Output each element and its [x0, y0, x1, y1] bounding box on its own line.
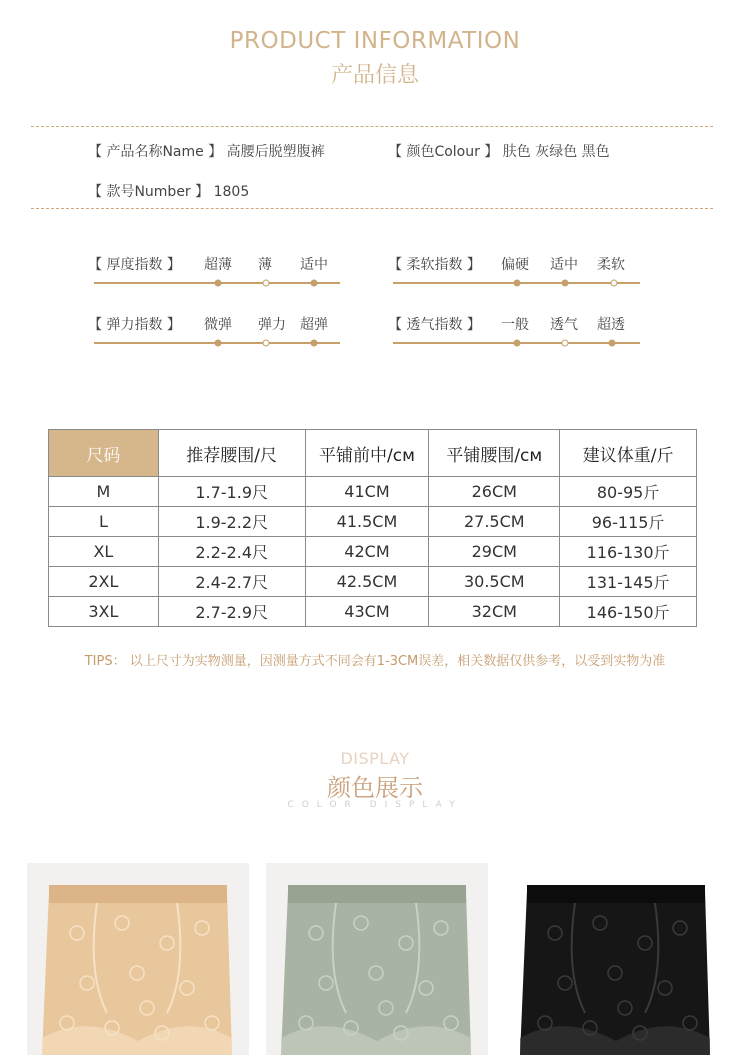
table-cell: 2.4-2.7尺: [158, 567, 305, 597]
product-number-value: 1805: [213, 184, 250, 200]
table-cell: 96-115斤: [560, 507, 697, 537]
softness-scale-dot: [562, 280, 569, 287]
table-cell: 131-145斤: [560, 567, 697, 597]
product-photo-black: [505, 863, 727, 1055]
table-cell: 3XL: [49, 597, 159, 627]
table-cell: 41CM: [305, 477, 429, 507]
product-color-value: 肤色 灰绿色 黑色: [502, 144, 610, 160]
table-cell: 42CM: [305, 537, 429, 567]
display-title-en: DISPLAY: [340, 749, 410, 768]
divider-top: [31, 126, 713, 127]
table-header-cell: 建议体重/斤: [560, 430, 697, 477]
breathability-scale-dot: [609, 340, 616, 347]
breathability-option: 一般: [501, 317, 529, 333]
elasticity-scale-dot: [311, 340, 318, 347]
table-cell: 26CM: [429, 477, 560, 507]
table-cell: XL: [49, 537, 159, 567]
product-name-label: 【 产品名称Name 】: [88, 144, 223, 160]
display-subtitle: COLOR DISPLAY: [287, 800, 463, 810]
elasticity-option: 弹力: [258, 317, 286, 333]
elasticity-scale-dot: [215, 340, 222, 347]
thickness-scale-dot: [263, 280, 270, 287]
table-row: [49, 567, 697, 597]
table-row: [49, 537, 697, 567]
table-cell: 30.5CM: [429, 567, 560, 597]
table-cell: 42.5CM: [305, 567, 429, 597]
size-table-header-row: [49, 430, 697, 477]
elasticity-index-label: 【 弹力指数 】: [88, 317, 181, 333]
table-cell: 1.7-1.9尺: [158, 477, 305, 507]
breathability-index-label: 【 透气指数 】: [388, 317, 481, 333]
product-color-label: 【 颜色Colour 】: [388, 144, 499, 160]
table-cell: 2XL: [49, 567, 159, 597]
garment-waistband: [288, 885, 466, 903]
table-row: [49, 597, 697, 627]
table-cell: 41.5CM: [305, 507, 429, 537]
table-cell: 27.5CM: [429, 507, 560, 537]
product-number-row: [88, 181, 249, 201]
display-title-cn: 颜色展示: [327, 774, 423, 802]
product-name-row: [88, 141, 325, 161]
garment-waistband: [527, 885, 705, 903]
thickness-scale-dot: [311, 280, 318, 287]
softness-option: 适中: [550, 257, 578, 273]
table-cell: 1.9-2.2尺: [158, 507, 305, 537]
table-header-cell: 尺码: [49, 430, 159, 477]
table-header-cell: 平铺前中/cм: [305, 430, 429, 477]
elasticity-option: 超弹: [300, 317, 328, 333]
table-cell: 43CM: [305, 597, 429, 627]
product-photo-grey-green: [266, 863, 488, 1055]
thickness-option: 超薄: [204, 257, 232, 273]
product-number-label: 【 款号Number 】: [88, 184, 210, 200]
product-name-value: 高腰后脱塑腹裤: [226, 144, 325, 160]
product-photo-nude: [27, 863, 249, 1055]
elasticity-scale-dot: [263, 340, 270, 347]
breathability-option: 超透: [597, 317, 625, 333]
breathability-option: 透气: [550, 317, 578, 333]
thickness-option: 适中: [300, 257, 328, 273]
divider-bottom: [31, 208, 713, 209]
product-color-row: [388, 141, 610, 161]
tips-note: TIPS： 以上尺寸为实物测量，因测量方式不同会有1-3CM误差，相关数据仅供参考，以受到实物为准: [84, 654, 666, 669]
table-cell: 116-130斤: [560, 537, 697, 567]
thickness-scale-dot: [215, 280, 222, 287]
table-cell: L: [49, 507, 159, 537]
table-header-cell: 平铺腰围/cм: [429, 430, 560, 477]
table-cell: 32CM: [429, 597, 560, 627]
elasticity-option: 微弹: [204, 317, 232, 333]
softness-scale-dot: [514, 280, 521, 287]
breathability-scale-dot: [514, 340, 521, 347]
table-cell: 2.2-2.4尺: [158, 537, 305, 567]
table-row: [49, 507, 697, 537]
table-cell: 29CM: [429, 537, 560, 567]
table-header-cell: 推荐腰围/尺: [158, 430, 305, 477]
table-cell: 146-150斤: [560, 597, 697, 627]
softness-index-label: 【 柔软指数 】: [388, 257, 481, 273]
thickness-index-label: 【 厚度指数 】: [88, 257, 181, 273]
size-table: [48, 429, 697, 627]
table-row: [49, 477, 697, 507]
garment-waistband: [49, 885, 227, 903]
thickness-option: 薄: [258, 257, 272, 273]
table-cell: 80-95斤: [560, 477, 697, 507]
breathability-scale-dot: [562, 340, 569, 347]
softness-scale-dot: [611, 280, 618, 287]
softness-option: 偏硬: [501, 257, 529, 273]
section-title-en: PRODUCT INFORMATION: [229, 28, 521, 54]
table-cell: M: [49, 477, 159, 507]
section-title-cn: 产品信息: [330, 63, 419, 88]
table-cell: 2.7-2.9尺: [158, 597, 305, 627]
softness-option: 柔软: [597, 257, 625, 273]
